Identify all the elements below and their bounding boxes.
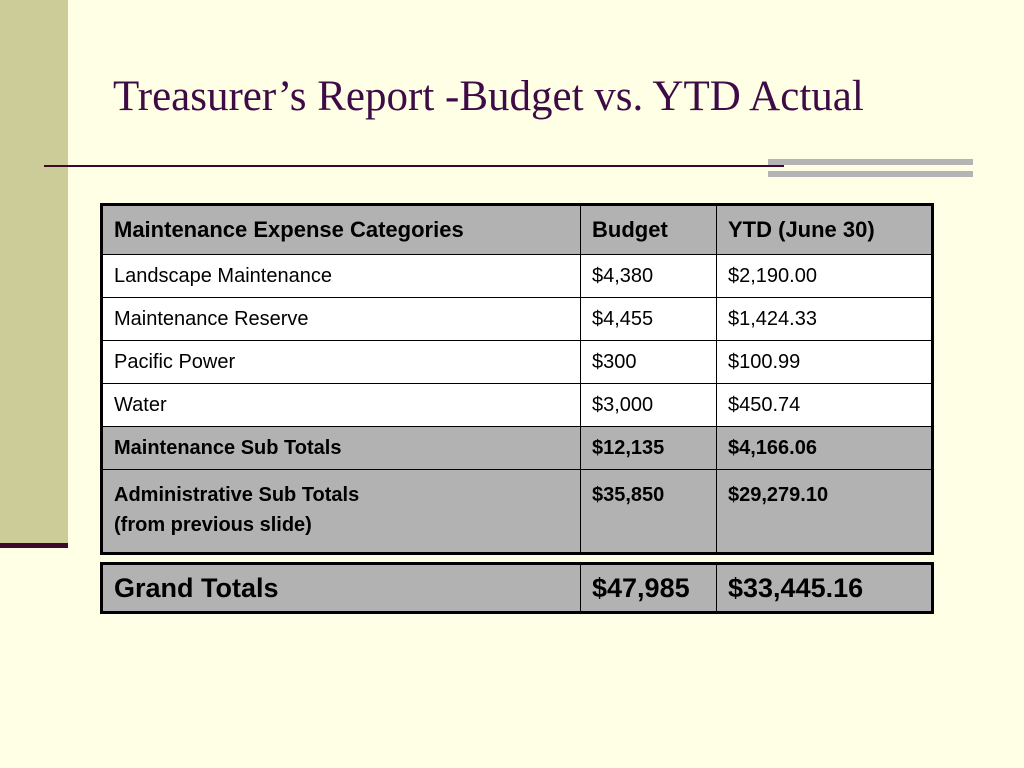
row-budget: $4,380	[581, 255, 717, 298]
row-category: Landscape Maintenance	[102, 255, 581, 298]
row-budget: $4,455	[581, 298, 717, 341]
left-accent-bar	[0, 0, 68, 543]
table-row	[102, 255, 933, 298]
maintenance-subtotal-budget: $12,135	[581, 427, 717, 470]
grand-total-budget: $47,985	[581, 564, 717, 613]
maintenance-subtotal-row	[102, 427, 933, 470]
admin-subtotal-row	[102, 470, 933, 554]
header-ytd: YTD (June 30)	[717, 205, 933, 255]
maintenance-subtotal-label: Maintenance Sub Totals	[102, 427, 581, 470]
grand-total-row	[102, 564, 933, 613]
admin-subtotal-ytd: $29,279.10	[717, 470, 933, 554]
grand-total-label: Grand Totals	[102, 564, 581, 613]
row-ytd: $1,424.33	[717, 298, 933, 341]
table-row	[102, 384, 933, 427]
maintenance-subtotal-ytd: $4,166.06	[717, 427, 933, 470]
divider-accent-bottom	[768, 171, 973, 177]
row-category: Water	[102, 384, 581, 427]
row-budget: $300	[581, 341, 717, 384]
slide-title: Treasurer’s Report -Budget vs. YTD Actual	[113, 73, 864, 120]
row-budget: $3,000	[581, 384, 717, 427]
admin-subtotal-budget: $35,850	[581, 470, 717, 554]
table-header-row	[102, 205, 933, 255]
row-ytd: $2,190.00	[717, 255, 933, 298]
grand-total-table	[100, 562, 934, 614]
title-divider	[44, 165, 784, 167]
row-ytd: $450.74	[717, 384, 933, 427]
table-row	[102, 298, 933, 341]
grand-total-ytd: $33,445.16	[717, 564, 933, 613]
budget-table	[100, 203, 934, 555]
divider-accent-top	[768, 159, 973, 165]
row-category: Maintenance Reserve	[102, 298, 581, 341]
row-category: Pacific Power	[102, 341, 581, 384]
admin-subtotal-label-line1: Administrative Sub Totals	[114, 484, 360, 506]
left-accent-rule	[0, 543, 68, 548]
admin-subtotal-label-line2: (from previous slide)	[114, 514, 312, 536]
admin-subtotal-label	[102, 470, 581, 554]
row-ytd: $100.99	[717, 341, 933, 384]
table-row	[102, 341, 933, 384]
header-category: Maintenance Expense Categories	[102, 205, 581, 255]
header-budget: Budget	[581, 205, 717, 255]
